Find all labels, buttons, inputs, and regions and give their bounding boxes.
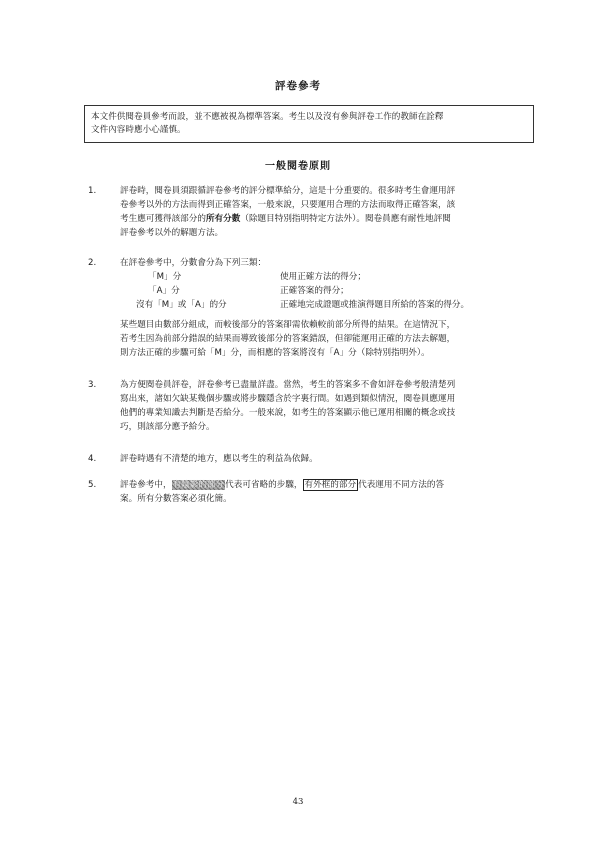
notice-line: 本文件供閱卷員參考而設，並不應被視為標準答案。考生以及沒有參與評卷工作的教師在詮釋 bbox=[91, 112, 444, 122]
text-line bbox=[120, 478, 550, 492]
text-line: 某些題目由數部分組成，而較後部分的答案卻需依賴較前部分所得的結果。在這情況下， bbox=[120, 320, 456, 330]
section-heading: 一般閱卷原則 bbox=[265, 161, 331, 172]
item-2-text bbox=[120, 318, 550, 360]
text-line: 評卷時，閱卷員須跟循評卷參考的評分標準給分，這是十分重要的。很多時考生會運用評 bbox=[120, 186, 456, 196]
item-number: 5. bbox=[88, 480, 97, 490]
text-fragment: 代表可省略的步驟， bbox=[225, 480, 303, 490]
item-number: 4. bbox=[88, 454, 97, 464]
text-line: 卷參考以外的方法而得到正確答案，一般來說，只要運用合理的方法而取得正確答案，該 bbox=[120, 200, 456, 210]
text-line: 巧，則該部分應予給分。 bbox=[120, 422, 215, 432]
text-line: 案。所有分數答案必須化簡。 bbox=[120, 494, 232, 504]
item-1-text bbox=[120, 184, 550, 240]
text-fragment: （除題目特別指明特定方法外）。閱卷員應有耐性地評閱 bbox=[240, 214, 451, 224]
notice-box bbox=[84, 105, 534, 143]
category-desc: 正確地完成證題或推演得題目所給的答案的得分。 bbox=[280, 300, 470, 310]
emphasis-text: 所有分數 bbox=[205, 214, 241, 224]
category-desc: 使用正確方法的得分； bbox=[280, 272, 366, 282]
shaded-example: 有陰影的部分 bbox=[172, 480, 225, 490]
category-label: 沒有「M」或「A」的分 bbox=[136, 300, 227, 310]
category-label: 「A」分 bbox=[148, 286, 180, 296]
text-line bbox=[120, 212, 550, 226]
category-label: 「M」分 bbox=[148, 272, 182, 282]
item-number: 3. bbox=[88, 380, 97, 390]
item-5-text bbox=[120, 478, 550, 506]
item-4-text: 評卷時遇有不清楚的地方，應以考生的利益為依歸。 bbox=[120, 454, 318, 464]
item-number: 2. bbox=[88, 258, 97, 268]
text-line: 若考生因為前部分錯誤的結果而導致後部分的答案錯誤，但卻能運用正確的方法去解題， bbox=[120, 334, 456, 344]
text-fragment: 代表運用不同方法的答 bbox=[358, 480, 445, 490]
notice-line: 文件內容時應小心謹慎。 bbox=[91, 125, 186, 135]
text-line: 評卷參考以外的解題方法。 bbox=[120, 228, 224, 238]
page-title: 評卷參考 bbox=[275, 80, 321, 92]
item-2-intro: 在評卷參考中，分數會分為下列三類： bbox=[120, 258, 267, 268]
text-line: 寫出來，諸如欠缺某幾個步驟或將步驟隱含於字裏行間。如遇到類似情況，閱卷員應運用 bbox=[120, 394, 456, 404]
item-number: 1. bbox=[88, 186, 97, 196]
text-fragment: 考生應可獲得該部分的 bbox=[120, 214, 206, 224]
page-number: 43 bbox=[292, 797, 304, 807]
text-line: 他們的專業知識去判斷是否給分。一般來說，如考生的答案顯示他已運用相關的概念或技 bbox=[120, 408, 456, 418]
item-3-text bbox=[120, 378, 550, 434]
text-line: 為方便閱卷員評卷，評卷參考已盡量詳盡。當然，考生的答案多不會如評卷參考般清楚列 bbox=[120, 380, 456, 390]
category-desc: 正確答案的得分； bbox=[280, 286, 349, 296]
boxed-example: 有外框的部分 bbox=[304, 480, 357, 490]
text-fragment: 評卷參考中， bbox=[120, 480, 172, 490]
text-line: 則方法正確的步驟可給「M」分，而相應的答案將沒有「A」分（除特別指明外）。 bbox=[120, 348, 430, 358]
